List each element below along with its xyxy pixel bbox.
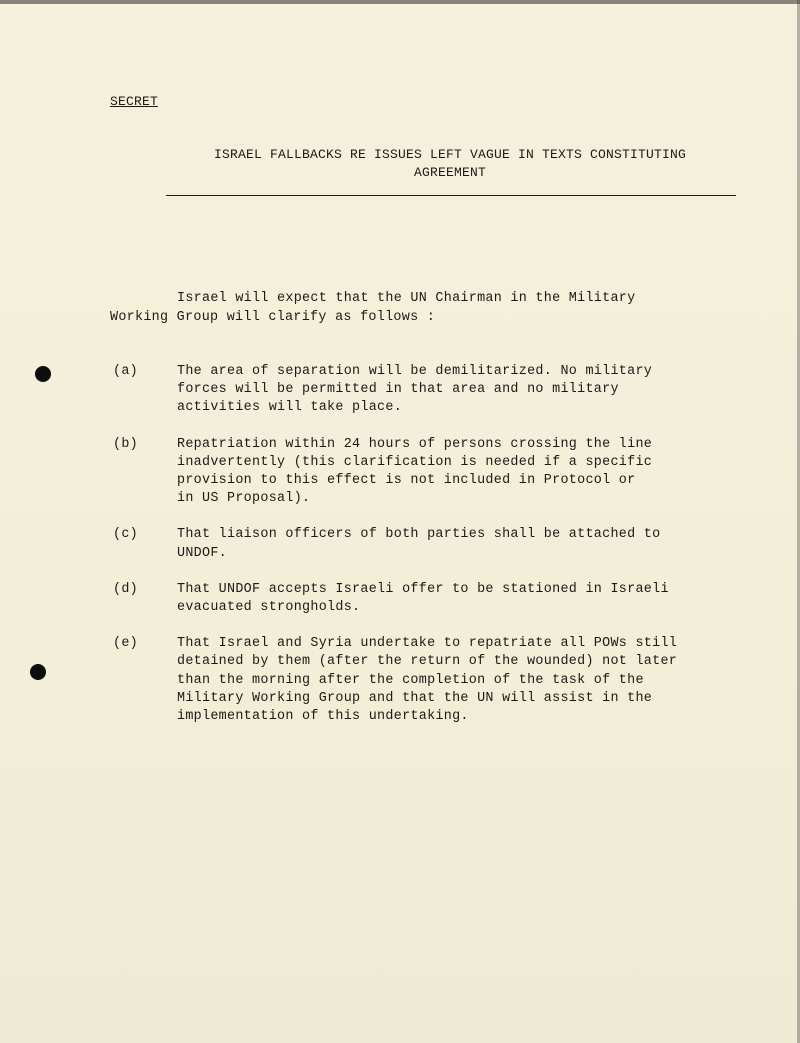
punch-hole-bottom (30, 664, 46, 680)
item-line: inadvertently (this clarification is needed if a specific (177, 454, 653, 470)
title-line: ISRAEL FALLBACKS RE ISSUES LEFT VAGUE IN TEXTS CONSTITUTING (213, 147, 687, 162)
item-line: provision to this effect is not included in Protocol or (177, 473, 636, 489)
list-item-a (113, 363, 753, 418)
item-line: Military Working Group and that the UN will assist in the (177, 690, 653, 706)
item-marker: (b) (113, 436, 139, 452)
document-title (165, 146, 735, 182)
punch-hole-top (35, 366, 51, 382)
item-marker: (d) (113, 581, 139, 597)
intro-line: Working Group will clarify as follows : (110, 309, 436, 325)
item-line: detained by them (after the return of the wounded) not later (177, 654, 678, 670)
clarification-list (113, 363, 753, 744)
item-line: implementation of this undertaking. (177, 709, 469, 725)
list-item-b (113, 436, 753, 509)
title-line: AGREEMENT (413, 165, 486, 180)
item-text (177, 526, 753, 562)
item-marker: (a) (113, 364, 139, 379)
item-line: That liaison officers of both parties shall be attached to (177, 527, 661, 543)
item-line: UNDOF. (177, 545, 228, 561)
title-underline-rule (166, 195, 736, 196)
item-line: than the morning after the completion of the task of the (177, 672, 644, 688)
page-edge-top (0, 0, 800, 4)
intro-paragraph (110, 290, 730, 327)
item-line: That Israel and Syria undertake to repatriate all POWs still (177, 636, 678, 652)
item-line: in US Proposal). (177, 491, 311, 507)
item-line: activities will take place. (177, 400, 403, 416)
item-text (177, 635, 753, 726)
item-line: That UNDOF accepts Israeli offer to be stationed in Israeli (177, 581, 669, 597)
item-text (177, 581, 753, 617)
classification-marking: SECRET (110, 94, 159, 109)
list-item-d (113, 581, 753, 617)
list-item-e (113, 635, 753, 726)
item-text (177, 436, 753, 509)
item-line: forces will be permitted in that area and no military (177, 382, 619, 398)
list-item-c (113, 526, 753, 562)
item-line: Repatriation within 24 hours of persons crossing the line (177, 436, 653, 452)
item-line: The area of separation will be demilitarized. No military (177, 364, 653, 379)
intro-line: Israel will expect that the UN Chairman in the Military (177, 291, 636, 306)
item-marker: (e) (113, 636, 139, 652)
item-text (177, 363, 753, 418)
item-marker: (c) (113, 527, 139, 543)
item-line: evacuated strongholds. (177, 600, 361, 616)
